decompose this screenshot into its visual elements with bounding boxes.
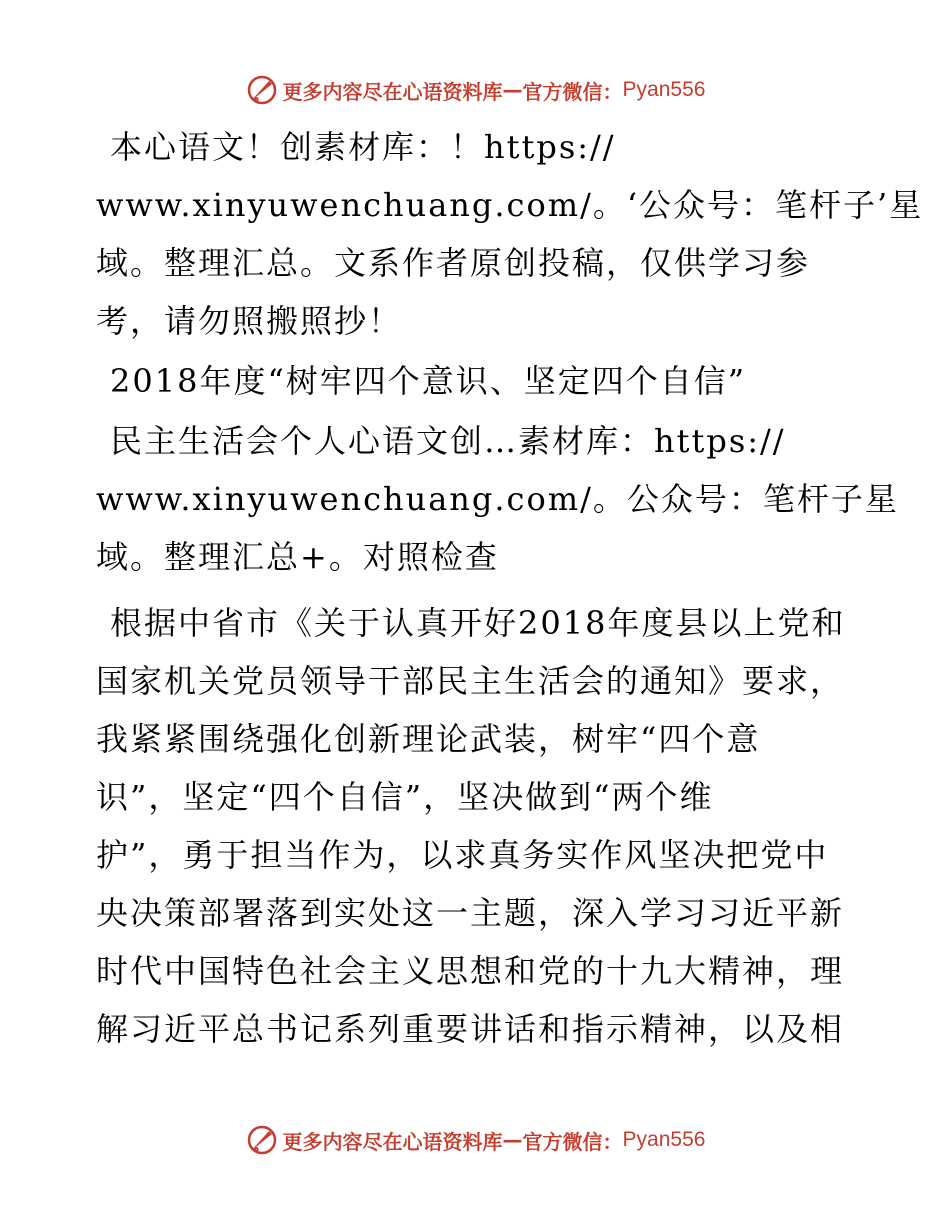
- text-line: www.xinyuwenchuang.com/。‘公众号：笔杆子’星: [96, 186, 924, 224]
- paragraph-intro: [96, 118, 924, 350]
- paragraph-main: [96, 594, 866, 1058]
- quill-logo-icon: [245, 1123, 279, 1157]
- watermark-contact: Pyan556: [622, 78, 706, 101]
- header-watermark: [0, 70, 950, 110]
- watermark-label: 官方微信：: [522, 1129, 623, 1154]
- text-line: 央决策部署落到实处这一主题，深入学习习近平新: [96, 894, 845, 932]
- watermark-separator: —: [502, 78, 523, 102]
- text-line: 时代中国特色社会主义思想和党的十九大精神，理: [96, 952, 845, 990]
- paragraph-title: [96, 352, 866, 410]
- watermark-label: 官方微信：: [522, 79, 623, 104]
- watermark-contact: Pyan556: [622, 1128, 706, 1151]
- text-line: 本心语文！创素材库：！https://: [110, 128, 616, 166]
- text-line: 我紧紧围绕强化创新理论武装，树牢“四个意: [96, 720, 761, 758]
- text-line: 域。整理汇总+。对照检查: [96, 538, 499, 576]
- watermark-text: 更多内容尽在心语资料库: [282, 79, 503, 104]
- text-line: 考，请勿照搬照抄！: [96, 302, 403, 340]
- text-line: 域。整理汇总。文系作者原创投稿，仅供学习参: [96, 244, 811, 282]
- footer-watermark: [0, 1120, 950, 1160]
- watermark-text: 更多内容尽在心语资料库: [282, 1129, 503, 1154]
- document-body: [96, 118, 924, 1082]
- text-line: 解习近平总书记系列重要讲话和指示精神，以及相: [96, 1010, 845, 1048]
- text-line: 根据中省市《关于认真开好2018年度县以上党和: [110, 604, 846, 642]
- text-line: www.xinyuwenchuang.com/。公众号：笔杆子星: [96, 480, 899, 518]
- text-line: 民主生活会个人心语文创…素材库：https://: [110, 422, 786, 460]
- paragraph-subtitle: [96, 412, 899, 586]
- quill-logo-icon: [245, 73, 279, 107]
- text-line: 护”，勇于担当作为，以求真务实作风坚决把党中: [96, 836, 829, 874]
- watermark-separator: —: [502, 1128, 523, 1152]
- text-line: 2018年度“树牢四个意识、坚定四个自信”: [110, 362, 747, 400]
- text-line: 国家机关党员领导干部民主生活会的通知》要求，: [96, 662, 845, 700]
- text-line: 识”，坚定“四个自信”，坚决做到“两个维: [96, 778, 714, 816]
